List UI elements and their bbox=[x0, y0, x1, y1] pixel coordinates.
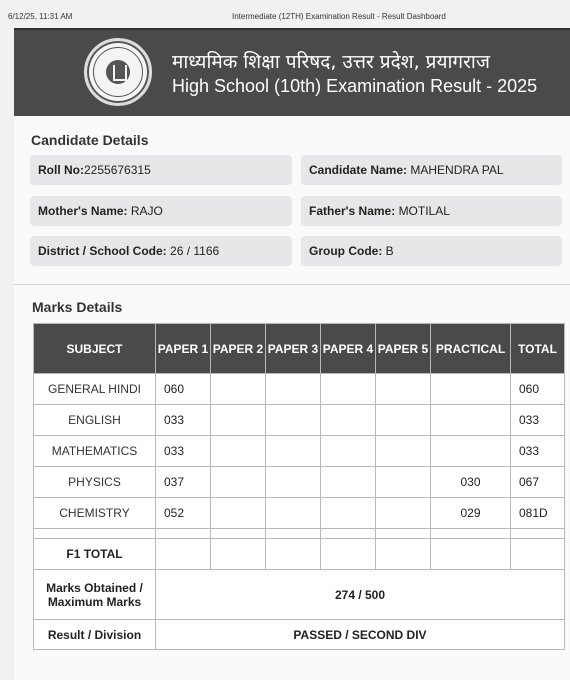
practical-cell bbox=[431, 405, 511, 436]
group-code-value: B bbox=[385, 244, 394, 258]
banner-title-english: High School (10th) Examination Result - 2025 bbox=[172, 76, 538, 96]
marks-obtained-value: 274 / 500 bbox=[156, 570, 565, 620]
paper-4-cell bbox=[321, 498, 376, 529]
header-paper-3: PAPER 3 bbox=[266, 324, 321, 374]
paper-4-cell bbox=[321, 374, 376, 405]
paper-2-cell bbox=[211, 467, 266, 498]
table-row bbox=[34, 498, 565, 529]
paper-1-cell: 052 bbox=[156, 498, 211, 529]
father-name-value: MOTILAL bbox=[398, 204, 450, 218]
table-row bbox=[34, 374, 565, 405]
practical-cell: 029 bbox=[431, 498, 511, 529]
paper-4-cell bbox=[321, 405, 376, 436]
roll-number-label: Roll No: bbox=[38, 163, 84, 177]
paper-3-cell bbox=[266, 405, 321, 436]
district-school-label: District / School Code: bbox=[38, 244, 167, 258]
marks-table bbox=[33, 323, 565, 650]
district-school-field bbox=[30, 236, 292, 266]
subject-cell: GENERAL HINDI bbox=[34, 374, 156, 405]
header-total: TOTAL bbox=[511, 324, 565, 374]
group-code-label: Group Code: bbox=[309, 244, 383, 258]
paper-5-cell bbox=[376, 405, 431, 436]
result-row bbox=[34, 620, 565, 650]
result-banner bbox=[14, 28, 570, 116]
paper-1-cell: 033 bbox=[156, 405, 211, 436]
paper-5-cell bbox=[376, 374, 431, 405]
header-paper-4: PAPER 4 bbox=[321, 324, 376, 374]
total-cell: 060 bbox=[511, 374, 565, 405]
total-cell: 033 bbox=[511, 405, 565, 436]
header-paper-5: PAPER 5 bbox=[376, 324, 431, 374]
paper-3-cell bbox=[266, 498, 321, 529]
table-row bbox=[34, 405, 565, 436]
candidate-name-value: MAHENDRA PAL bbox=[410, 163, 504, 177]
father-name-label: Father's Name: bbox=[309, 204, 396, 218]
f1-total-row bbox=[34, 539, 565, 570]
practical-cell bbox=[431, 436, 511, 467]
candidate-name-label: Candidate Name: bbox=[309, 163, 408, 177]
subject-cell: MATHEMATICS bbox=[34, 436, 156, 467]
marks-header-row bbox=[34, 324, 565, 374]
section-divider bbox=[14, 284, 570, 285]
banner-title-hindi: माध्यमिक शिक्षा परिषद, उत्तर प्रदेश, प्रयागराज bbox=[172, 51, 490, 73]
group-code-field bbox=[301, 236, 562, 266]
candidate-details-title: Candidate Details bbox=[31, 132, 149, 148]
f1-total-label: F1 TOTAL bbox=[34, 539, 156, 570]
mother-name-label: Mother's Name: bbox=[38, 204, 128, 218]
header-subject: SUBJECT bbox=[34, 324, 156, 374]
practical-cell bbox=[431, 374, 511, 405]
subject-cell: CHEMISTRY bbox=[34, 498, 156, 529]
result-division-label: Result / Division bbox=[34, 620, 156, 650]
mother-name-field bbox=[30, 196, 292, 226]
paper-2-cell bbox=[211, 436, 266, 467]
marks-obtained-label: Marks Obtained / Maximum Marks bbox=[34, 570, 156, 620]
paper-5-cell bbox=[376, 467, 431, 498]
father-name-field bbox=[301, 196, 562, 226]
paper-4-cell bbox=[321, 436, 376, 467]
paper-5-cell bbox=[376, 436, 431, 467]
district-school-value: 26 / 1166 bbox=[170, 244, 220, 258]
paper-3-cell bbox=[266, 436, 321, 467]
roll-number-value: 2255676315 bbox=[84, 163, 151, 177]
total-cell: 067 bbox=[511, 467, 565, 498]
paper-1-cell: 060 bbox=[156, 374, 211, 405]
mother-name-value: RAJO bbox=[130, 204, 163, 218]
paper-2-cell bbox=[211, 498, 266, 529]
print-header bbox=[0, 0, 570, 24]
marks-details-title: Marks Details bbox=[32, 299, 123, 315]
practical-cell: 030 bbox=[431, 467, 511, 498]
spacer-row bbox=[34, 529, 565, 539]
print-datetime: 6/12/25, 11:31 AM bbox=[8, 12, 73, 21]
table-row bbox=[34, 436, 565, 467]
paper-2-cell bbox=[211, 405, 266, 436]
marks-obtained-row bbox=[34, 570, 565, 620]
header-paper-2: PAPER 2 bbox=[211, 324, 266, 374]
result-division-value: PASSED / SECOND DIV bbox=[156, 620, 565, 650]
table-row bbox=[34, 467, 565, 498]
roll-number-field bbox=[30, 155, 292, 185]
total-cell: 081D bbox=[511, 498, 565, 529]
paper-1-cell: 037 bbox=[156, 467, 211, 498]
subject-cell: ENGLISH bbox=[34, 405, 156, 436]
paper-3-cell bbox=[266, 467, 321, 498]
paper-4-cell bbox=[321, 467, 376, 498]
header-paper-1: PAPER 1 bbox=[156, 324, 211, 374]
paper-3-cell bbox=[266, 374, 321, 405]
print-page-title: Intermediate (12TH) Examination Result - Result Dashboard bbox=[232, 12, 446, 21]
header-practical: PRACTICAL bbox=[431, 324, 511, 374]
total-cell: 033 bbox=[511, 436, 565, 467]
paper-1-cell: 033 bbox=[156, 436, 211, 467]
paper-2-cell bbox=[211, 374, 266, 405]
candidate-name-field bbox=[301, 155, 562, 185]
paper-5-cell bbox=[376, 498, 431, 529]
subject-cell: PHYSICS bbox=[34, 467, 156, 498]
board-seal-icon bbox=[84, 38, 152, 106]
